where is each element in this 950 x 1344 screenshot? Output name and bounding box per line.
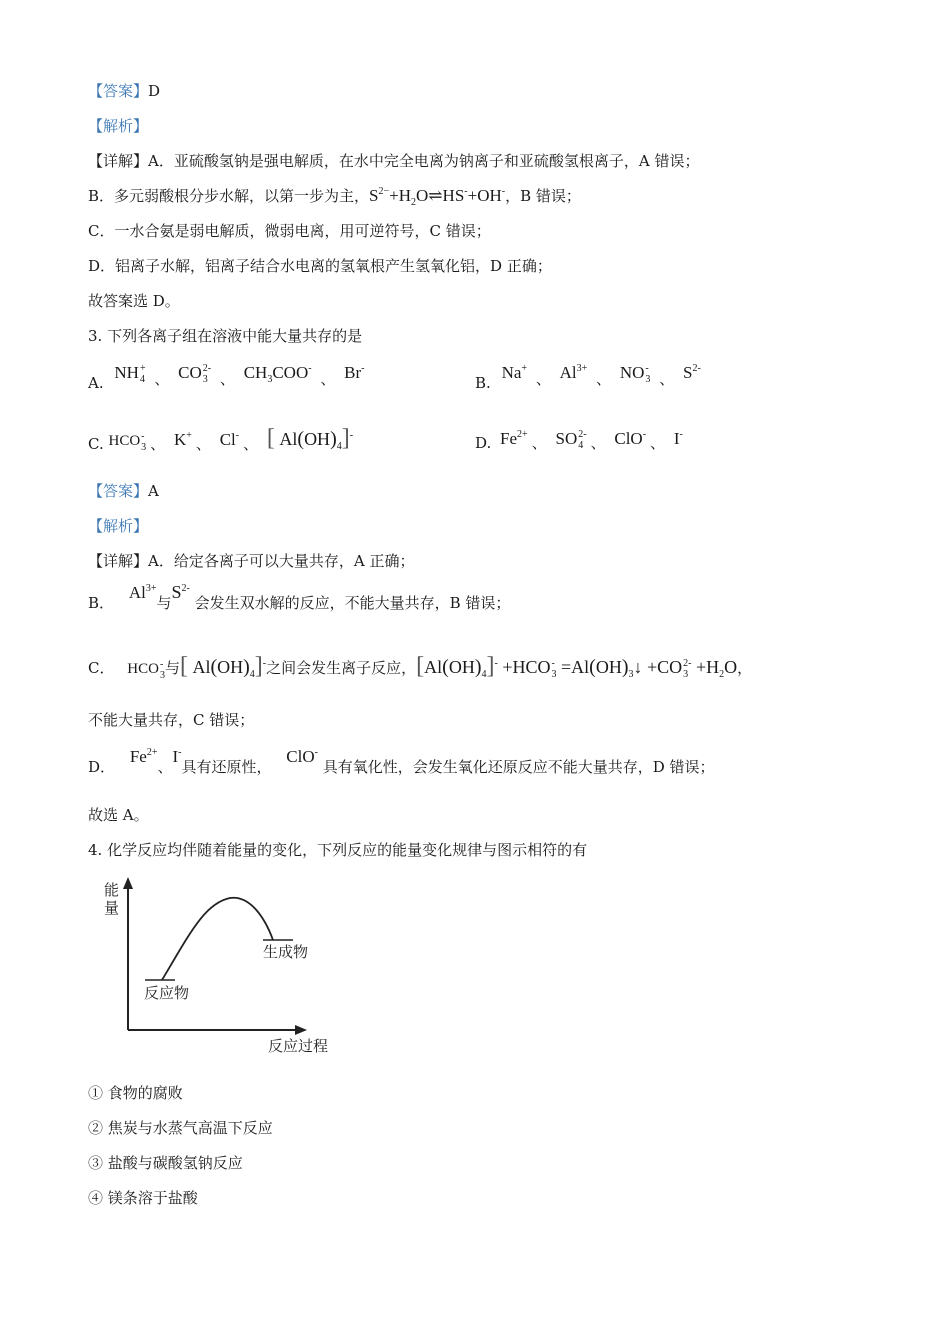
answer-label: 【答案】 xyxy=(88,82,149,100)
ion-hco3: HCO - 3 xyxy=(108,430,147,453)
analysis-label: 【解析】 xyxy=(88,117,149,135)
q2-analysis-label xyxy=(88,116,148,136)
q3-answer-line xyxy=(88,481,159,501)
y-axis-arrow-icon xyxy=(123,877,133,889)
ion-cl: Cl- xyxy=(219,430,240,449)
q3-detail-c-cont: 不能大量共存，C 错误； xyxy=(88,711,255,729)
q3-stem: 3. 下列各离子组在溶液中能大量共存的是 xyxy=(88,327,363,345)
ion-hco3: HCO - 3 xyxy=(127,658,165,681)
q3-analysis-label xyxy=(88,516,148,536)
option-a[interactable]: A. NH + 4 、 CO 2- 3 、 $CH_3COO^-$ 、 Br- xyxy=(88,363,365,392)
q3-detail-b: B． $Al^{3+}$与$S^{2-}$ 会发生双水解的反应，不能大量共存，B 错误； xyxy=(88,582,511,612)
ion-co3: CO 2- 3 xyxy=(178,363,212,386)
answer-label: 【答案】 xyxy=(88,482,149,500)
svg-text:反应过程: 反应过程 xyxy=(268,1037,329,1055)
q4-item-4: ④ 镁条溶于盐酸 xyxy=(88,1189,198,1207)
option-d[interactable]: D. $Fe^{2+}$ 、 SO 2- 4 、 ClO- 、 I- xyxy=(475,429,683,452)
analysis-label: 【解析】 xyxy=(88,517,149,535)
ion-br: Br- xyxy=(344,363,365,382)
ion-aloh4: [ $Al(OH)_4]^-$ xyxy=(179,653,267,680)
detail-a-text: A．亚硫酸氢钠是强电解质，在水中完全电离为钠离子和亚硫酸氢根离子，A 错误； xyxy=(148,152,700,170)
ion-clo: ClO- xyxy=(614,429,647,448)
ion-fe: $Fe^{2+}$ xyxy=(129,747,158,766)
ion-no3: NO - 3 xyxy=(619,363,651,386)
q2-answer-line xyxy=(88,81,160,101)
q4-item-3: ③ 盐酸与碳酸氢钠反应 xyxy=(88,1154,243,1172)
option-c[interactable]: C. HCO - 3 、 K+ 、 Cl- 、 [ $Al(OH)_4]^-$ xyxy=(88,425,354,453)
ion-al: $Al^{3+}$ xyxy=(128,583,157,602)
ion-aloh4: [ $Al(OH)_4]^-$ xyxy=(266,425,354,452)
ion-fe: $Fe^{2+}$ xyxy=(500,429,528,448)
ion-na: Na+ xyxy=(501,363,528,382)
q4-item-1: ① 食物的腐败 xyxy=(88,1084,183,1102)
svg-text:能: 能 xyxy=(104,881,120,899)
q3-detail-c: C． HCO - 3 与[ $Al(OH)_4]^-$之间会发生离子反应，$[Al(OH)_4]^- +HCO$ - 3 $=Al(OH)_3↓ +CO$ 2- 3 $+H_2O$， xyxy=(88,653,753,681)
svg-text:量: 量 xyxy=(104,899,120,917)
answer-value: A xyxy=(148,482,159,500)
hydrolysis-equation: $S^{2-}+H_2O\rightleftharpoons HS^-+OH^-$ xyxy=(369,186,506,208)
detail-b-text: B．多元弱酸根分步水解，以第一步为主， xyxy=(88,187,370,205)
q2-detail-d: D．铝离子水解，铝离子结合水电离的氢氧根产生氢氧化铝，D 正确； xyxy=(88,257,552,275)
q4-item-2: ② 焦炭与水蒸气高温下反应 xyxy=(88,1119,273,1137)
option-b[interactable]: B. Na+ 、 $Al^{3+}$ 、 NO - 3 、 $S^{2-}$ xyxy=(475,363,701,392)
ion-so4: SO 2- 4 xyxy=(555,429,587,452)
q2-detail-c: C．一水合氨是弱电解质，微弱电离，用可逆符号，C 错误； xyxy=(88,222,491,240)
ion-al: $Al^{3+}$ xyxy=(559,363,588,382)
ion-s: $S^{2-}$ xyxy=(171,582,190,602)
q2-conclusion: 故答案选 D。 xyxy=(88,292,180,310)
energy-diagram xyxy=(100,873,350,1058)
q2-detail-a xyxy=(88,151,699,171)
detail-b-suffix: ，B 错误； xyxy=(505,187,581,205)
ion-clo: ClO- xyxy=(286,747,318,766)
svg-text:反应物: 反应物 xyxy=(144,984,190,1002)
answer-value: D xyxy=(148,82,161,100)
q3-detail-d: D． $Fe^{2+}$、I-具有还原性， ClO- 具有氧化性，会发生氧化还原反应不能大量共存，D 错误； xyxy=(88,747,715,776)
q2-detail-b xyxy=(88,186,581,206)
ion-i: I- xyxy=(172,747,182,766)
ion-s: $S^{2-}$ xyxy=(682,363,701,382)
q4-stem: 4. 化学反应均伴随着能量的变化，下列反应的能量变化规律与图示相符的有 xyxy=(88,841,588,859)
q3-conclusion: 故选 A。 xyxy=(88,806,149,824)
x-axis-arrow-icon xyxy=(295,1025,307,1035)
ion-ch3coo: $CH_3COO^-$ xyxy=(243,363,312,385)
svg-text:生成物: 生成物 xyxy=(263,943,309,961)
q3-detail-a: 【详解】A．给定各离子可以大量共存，A 正确； xyxy=(88,552,415,570)
ion-i: I- xyxy=(673,429,683,448)
ion-nh4: NH + 4 xyxy=(114,363,146,386)
detail-label: 【详解】 xyxy=(88,152,149,170)
reaction-equation: $[Al(OH)_4]^- +HCO$ - 3 $=Al(OH)_3↓ +CO$ 2- 3 $+H_2O$ xyxy=(416,653,738,680)
ion-k: K+ xyxy=(173,430,192,449)
